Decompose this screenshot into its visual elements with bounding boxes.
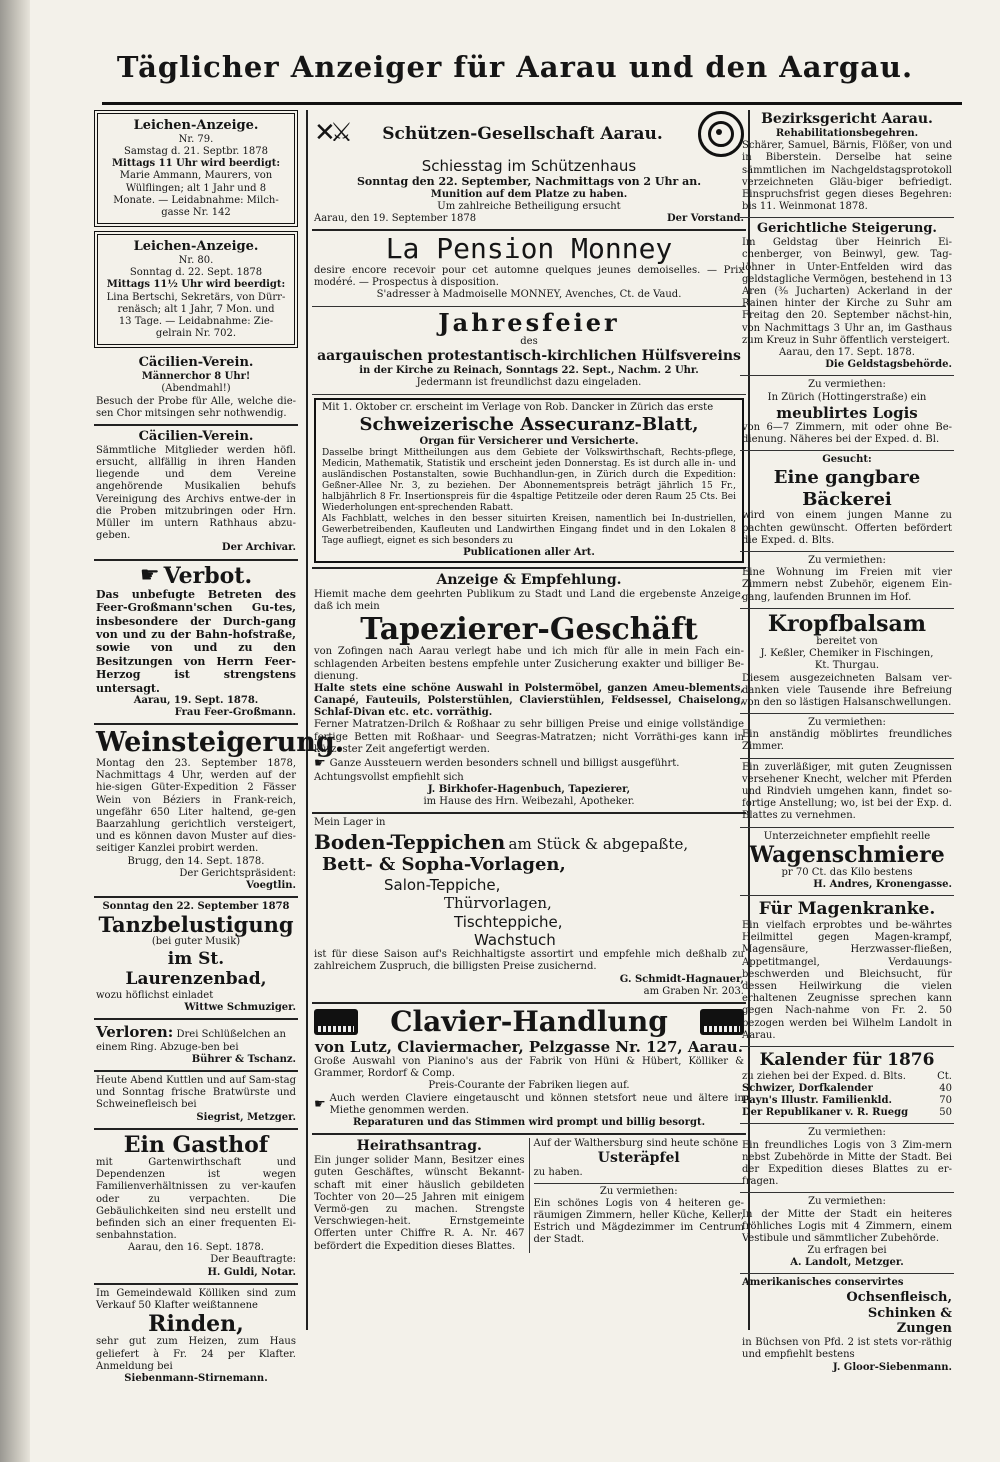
ad-body: Als Fachblatt, welches in den besser situirten Kreisen, namentlich bei In-dustriellen, Gewerbetreibenden, Kaufleuten und Landwirthen Eingang findet und in den Lokalen 8 Tage aufliegt, eignet es sich besonders zu xyxy=(322,513,736,546)
ad-date: Samstag d. 21. Septbr. 1878 xyxy=(124,146,268,158)
ad-date: Sonntag den 22. September, Nachmittags von 2 Uhr an. xyxy=(356,175,702,189)
ad-signature: H. Guldi, Notar. xyxy=(207,1266,296,1278)
list-item xyxy=(742,1107,952,1119)
ad-line: Tischteppiche, xyxy=(454,912,563,931)
ad-title: Weinsteigerung. xyxy=(96,727,345,759)
ad-jahresfeier xyxy=(312,307,746,395)
ad-line: Wülflingen; alt 1 Jahr und 8 xyxy=(125,182,267,194)
ad-address: im Hause des Hrn. Weibezahl, Apotheker. xyxy=(423,796,635,808)
ad-subtitle: am Stück & abgepaßte, xyxy=(508,834,689,853)
ad-title: Für Magenkranke. xyxy=(758,899,936,920)
ad-body: Mit 1. Oktober cr. erscheint im Verlage von Rob. Dancker in Zürich das erste xyxy=(322,401,714,413)
ad-body: Sämmtliche Mitglieder werden höfl. ersucht, allfällig in ihren Handen liegende und dem Vereine angehörende Musikalien behufs Vereinigung des Archivs entwe-der in die Proben mitzubringen oder Hrn. Müller im untern Rathhaus abzu-geben. xyxy=(96,444,296,542)
ad-wagenschmiere xyxy=(740,828,954,897)
ad-body: Um zahlreiche Betheiligung ersucht xyxy=(437,200,621,212)
ad-body: von 6—7 Zimmern, mit oder ohne Be-dienung. Näheres bei der Exped. d. Bl. xyxy=(742,421,952,446)
ad-date: Brugg, den 14. Sept. 1878. xyxy=(127,855,265,867)
ad-line: Bett- & Sopha-Vorlagen, xyxy=(322,854,566,876)
ad-kalender xyxy=(740,1047,954,1124)
ad-signature: J. Gloor-Siebenmann. xyxy=(832,1361,952,1373)
page-binding-edge xyxy=(0,0,30,1462)
ad-body: Dasselbe bringt Mittheilungen aus dem Gebiete der Volkswirthschaft, Rechts-pflege, Medicin, Mathematik, Statistik und erscheint jeden Donnerstag. Es ist durch alle in- und ausländischen Postanstalten, sowie Buchhandlun-gen, in Zürich durch die Expedition: Geßner-Allee Nr. 3, zu beziehen. Der Abonnementspreis beträgt jährlich 15 Fr., halbjährlich 8 Fr. Insertionspreis für die 4spaltige Petitzeile oder deren Raum 25 Cts. Bei Wiederholungen ent-sprechenden Rabatt. xyxy=(322,447,736,513)
ad-body: Amerikanisches conservirtes xyxy=(742,1277,904,1289)
ad-line: Wachstuch xyxy=(474,930,556,949)
ad-title: Wagenschmiere xyxy=(749,841,945,868)
ad-signature: Der Vorstand. xyxy=(666,213,744,225)
ad-place: im St. Laurenzenbad, xyxy=(125,948,267,990)
ad-line: Thürvorlagen, xyxy=(444,894,552,913)
ad-signature: H. Andres, Kronengasse. xyxy=(813,879,952,891)
ad-body: Zu erfragen bei xyxy=(807,1245,887,1257)
ad-subtitle: zu ziehen bei der Exped. d. Blts. xyxy=(742,1070,906,1082)
ad-body: Auch werden Claviere eingetauscht und können stetsfort neue und ältere in Miethe genommen werden. xyxy=(329,1092,744,1116)
ad-date: Aarau, den 17. Sept. 1878. xyxy=(779,346,915,358)
ad-date: Sonntag den 22. September 1878 xyxy=(102,901,290,913)
ad-title: Bezirksgericht Aarau. xyxy=(761,111,933,127)
ad-title: Jahresfeier xyxy=(438,307,620,337)
ad-usteraepfel xyxy=(534,1138,745,1179)
ad-body: pr 70 Ct. das Kilo bestens xyxy=(781,866,913,878)
ad-body: Das unbefugte Betreten des Feer-Großmann'schen Gu-tes, insbesondere der Durch-gang von und zu der Bahn-hofstraße, sowie von und zu den Besitzungen von Herrn Feer-Herzog ist strengstens untersagt. xyxy=(96,587,296,695)
ad-body: J. Keßler, Chemiker in Fischingen, xyxy=(760,648,934,660)
ad-signature: Siegrist, Metzger. xyxy=(196,1111,296,1123)
shooting-target-icon xyxy=(698,111,744,157)
ad-title: Zungen xyxy=(896,1321,952,1337)
ad-title: Boden-Teppichen xyxy=(314,829,506,854)
ad-line: gelrain Nr. 702. xyxy=(155,328,237,340)
item-name: Der Republikaner v. R. Ruegg xyxy=(742,1107,909,1119)
ad-signature: Wittwe Schmuziger. xyxy=(184,1002,296,1014)
ad-line: gasse Nr. 142 xyxy=(161,206,231,218)
ad-body: Ein schönes Logis von 4 heiteren ge-räumigen Zimmern, heller Küche, Keller, Estrich und Mägdezimmer im Centrum der Stadt. xyxy=(533,1197,744,1246)
ad-body: Diesem ausgezeichneten Balsam ver-danken viele Tausende ihre Befreiung von den so lästigen Halsanschwellungen. xyxy=(742,672,952,708)
ad-caecilien-verein-1 xyxy=(94,352,298,426)
ad-gasthof xyxy=(94,1130,298,1285)
ad-body: Unterzeichneter empfiehlt reelle xyxy=(763,830,931,842)
ad-body: Munition auf dem Platze zu haben. xyxy=(430,188,628,200)
ad-signature: J. Birkhofer-Hagenbuch, Tapezierer, xyxy=(427,784,631,796)
ad-gerichtliche-steigerung xyxy=(740,218,954,376)
ad-body: Hiemit mache dem geehrten Publikum zu Stadt und Land die ergebenste Anzeige, daß ich mein xyxy=(314,588,744,613)
ad-body: mit Gartenwirthschaft und Dependenzen ist wegen Familienverhältnissen zu ver-kaufen oder zu verpachten. Die Gebäulichkeiten sind neu erstellt und befinden sich an einer frequenten Ei-senbahnstation. xyxy=(96,1156,296,1242)
ad-date: Aarau, den 16. Sept. 1878. xyxy=(128,1242,264,1254)
ad-number: Nr. 79. xyxy=(178,133,214,145)
ad-line: Mittags 11 Uhr wird beerdigt: xyxy=(111,158,281,170)
column-right xyxy=(740,108,954,1378)
ad-line: renäsch; alt 1 Jahr, 7 Mon. und xyxy=(117,303,275,315)
ad-body: wird von einem jungen Manne zu pachten gewünscht. Offerten befördert die Exped. d. Blts. xyxy=(742,510,952,546)
item-price: 50 xyxy=(939,1107,952,1119)
ad-body: Schärer, Samuel, Bärnis, Flößer, von und in Biberstein. Derselbe hat seine sämmtlichen im Nachgeldstagsprotokoll verzeichneten Gläu-biger befriedigt. Einspruchsfrist gegen dieses Begehren: bis 11. Weinmonat 1878. xyxy=(742,140,952,213)
ad-title: Heirathsantrag. xyxy=(356,1138,482,1155)
ad-body: des xyxy=(520,336,538,348)
ad-zimmer xyxy=(740,714,954,759)
ad-subtitle: Rehabilitationsbegehren. xyxy=(775,128,919,140)
ad-title: Leichen-Anzeige. xyxy=(133,239,259,255)
pointing-hand-icon: ☛ xyxy=(314,1096,326,1112)
ad-title: Cäcilien-Verein. xyxy=(138,355,254,371)
ad-address: S'adresser à Madmoiselle MONNEY, Avenches, Ct. de Vaud. xyxy=(376,289,682,301)
pointing-hand-icon: ☛ xyxy=(139,562,160,588)
ad-line: Salon-Teppiche, xyxy=(384,875,501,894)
ad-verloren xyxy=(94,1020,298,1072)
ad-signature: Der Archivar. xyxy=(221,542,296,554)
ad-frame xyxy=(314,398,744,563)
ad-title: Ein Gasthof xyxy=(123,1131,269,1158)
ad-boden-teppiche xyxy=(312,814,746,1003)
ad-heading: Anzeige & Empfehlung. xyxy=(436,571,622,588)
ad-body: Besuch der Probe für Alle, welche die-sen Chor mitsingen sehr nothwendig. xyxy=(96,395,296,419)
ad-place: Aarau, den 19. September 1878 xyxy=(314,213,477,225)
ad-body: Heute Abend Kuttlen und auf Sam-stag und Sonntag frische Bratwürste und Schweinefleisch bei xyxy=(96,1075,296,1111)
ad-subtitle: Schiesstag im Schützenhaus xyxy=(421,157,637,175)
ad-subtitle: aargauischen protestantisch-kirchlichen Hülfsvereins xyxy=(317,348,741,365)
ad-magenkranke xyxy=(740,896,954,1047)
column-rule-left xyxy=(306,110,308,1330)
crossed-rifles-icon: ✕⚔ xyxy=(314,118,348,149)
ad-line: Mittags 11½ Uhr wird beerdigt: xyxy=(106,279,286,291)
ad-body: Im Gemeindewald Kölliken sind zum Verkauf 50 Klafter weißtannene xyxy=(96,1287,296,1312)
ad-wohnung xyxy=(740,552,954,609)
ad-heirathsantrag xyxy=(314,1138,525,1253)
ad-title: Schinken & xyxy=(867,1305,952,1321)
ad-body: Montag den 23. September 1878, Nachmittags 4 Uhr, werden auf der hie-sigen Güter-Expedition 2 Fässer Wein von Béziers in Frank-reich, ungefähr 650 Liter haltend, ge-gen Baarzahlung gerichtlich versteigert, und es können davon Muster auf dies-seitiger Kanzlei probirt werden. xyxy=(96,758,296,855)
ad-signature: Bührer & Tschanz. xyxy=(191,1053,296,1065)
ad-line: Lina Bertschi, Sekretärs, von Dürr- xyxy=(106,291,286,303)
ad-office: Der Gerichtspräsident: xyxy=(179,867,296,879)
ad-title: Tanzbelustigung xyxy=(98,912,294,938)
ad-line: Monate. — Leidabnahme: Milch- xyxy=(113,194,279,206)
ad-office: Der Beauftragte: xyxy=(210,1254,296,1266)
ad-headline: meublirtes Logis xyxy=(776,403,918,422)
item-price: 40 xyxy=(939,1082,952,1094)
ad-body: Jedermann ist freundlichst dazu eingeladen. xyxy=(416,377,642,389)
ad-line: 13 Tage. — Leidabnahme: Zie- xyxy=(118,315,274,327)
ad-title: Kropfbalsam xyxy=(767,610,927,637)
item-price: 70 xyxy=(939,1095,952,1107)
item-name: Payn's Illustr. Familienkld. xyxy=(742,1095,892,1107)
ad-body: in Büchsen von Pfd. 2 ist stets vor-räthig und empfiehlt bestens xyxy=(742,1337,952,1361)
ad-body: Drei Schlüßelchen an einem Ring. Abzuge-ben bei xyxy=(96,1029,286,1053)
ad-body: Ferner Matratzen-Drilch & Roßhaar zu sehr billigen Preise und einige vollständige fertige Betten mit Roßhaar- und Seegras-Matratzen; nicht Vorräthi-ges kann in kürzester Zeit angefertigt werden. xyxy=(314,719,744,755)
ad-title: Clavier-Handlung xyxy=(390,1004,668,1038)
piano-icon xyxy=(700,1009,744,1035)
ad-body: sehr gut zum Heizen, zum Haus geliefert à Fr. 24 per Klafter. Anmeldung bei xyxy=(96,1336,296,1372)
ad-title: Verbot. xyxy=(163,562,253,589)
ad-conservirtes-fleisch xyxy=(740,1274,954,1377)
ad-right-stack xyxy=(529,1138,745,1253)
ad-title: Tapezierer-Geschäft xyxy=(360,612,698,648)
ad-body: Reparaturen und das Stimmen wird prompt und billig besorgt. xyxy=(352,1116,706,1128)
ad-logis-centrum xyxy=(534,1183,745,1247)
list-item xyxy=(742,1083,952,1095)
ad-title: La Pension Monney xyxy=(385,232,673,266)
masthead-title: Täglicher Anzeiger für Aarau und den Aargau. xyxy=(116,50,914,84)
ad-subtitle: Organ für Versicherer und Versicherte. xyxy=(419,435,639,447)
ad-body: Achtungsvollst empfiehlt sich xyxy=(314,771,464,783)
newspaper-page xyxy=(42,28,988,1453)
ad-schuetzen-gesellschaft xyxy=(312,108,746,231)
ad-title: Usteräpfel xyxy=(597,1150,680,1167)
ad-weinsteigerung xyxy=(94,725,345,898)
ad-title: Zu vermiethen: xyxy=(808,555,886,567)
masthead-rule xyxy=(102,102,962,105)
ad-subtitle: von Lutz, Claviermacher, Pelzgasse Nr. 127, Aarau. xyxy=(315,1037,743,1056)
ad-logis-3-zimmer xyxy=(740,1124,954,1193)
ad-logis-4-zimmer xyxy=(740,1193,954,1274)
ad-bezirksgericht xyxy=(740,108,954,218)
ad-body: desire encore recevoir pour cet automne quelques jeunes demoiselles. — Prix modéré. — Prospectus à disposition. xyxy=(314,265,744,289)
ad-date: in der Kirche zu Reinach, Sonntags 22. Sept., Nachm. 2 Uhr. xyxy=(359,365,699,377)
ad-body: ist für diese Saison auf's Reichhaltigste assortirt und empfehle mich deßhalb zu zahlreichem Zuspruch, die billigsten Preise zusichernd. xyxy=(314,949,744,973)
ad-clavier-handlung xyxy=(312,1004,746,1135)
ad-title: Zu vermiethen: xyxy=(808,379,886,391)
ad-title: Gesucht: xyxy=(822,454,872,466)
ad-body: bereitet von xyxy=(816,635,878,647)
ad-knecht xyxy=(740,759,954,828)
ad-signature: A. Landolt, Metzger. xyxy=(790,1257,904,1269)
ad-signature: Siebenmann-Stirnemann. xyxy=(124,1372,268,1384)
list-item xyxy=(742,1095,952,1107)
ad-title: Ochsenfleisch, xyxy=(846,1289,952,1305)
ad-body: Eine Wohnung im Freien mit vier Zimmern nebst Zubehör, eigenem Ein-gang, laufenden Brunnen im Hof. xyxy=(742,567,952,603)
pointing-hand-icon: ☛ xyxy=(314,756,326,772)
ad-body: Preis-Courante der Fabriken liegen auf. xyxy=(428,1080,630,1092)
ad-title: Schweizerische Assecuranz-Blatt, xyxy=(359,413,699,435)
ad-row-bottom xyxy=(312,1135,746,1257)
ad-meublirtes-logis xyxy=(740,376,954,451)
ad-body: Halte stets eine schöne Auswahl in Polstermöbel, ganzen Ameu-blements, Canapé, Fauteuils, Polsterstühlen, Clavierstühlen, Feldsessel, Chaiselong, Schlaf-Divan etc. etc. vorräthig. xyxy=(314,682,744,719)
ad-title: Zu vermiethen: xyxy=(808,1127,886,1139)
ad-baeckerei xyxy=(740,451,954,552)
ad-body: Ein zuverläßiger, mit guten Zeugnissen versehener Knecht, welcher mit Pferden und Rindvieh umgehen kann, findet so-fortige Anstellung; wo, ist bei der Exp. d. Blattes zu vernehmen. xyxy=(742,761,952,822)
item-name: Schwizer, Dorfkalender xyxy=(742,1082,873,1094)
ad-rinden xyxy=(94,1285,298,1389)
ad-assecuranz-blatt xyxy=(312,395,746,569)
ad-body: von Zofingen nach Aarau verlegt habe und ich mich für alle in mein Fach ein-schlagenden Arbeiten bestens empfehle unter Zusicherung exakter und billiger Be-dienung. xyxy=(314,646,744,682)
ad-body: Ein anständig möblirtes freundliches Zimmer. xyxy=(742,729,952,753)
ad-body: Ein freundliches Logis von 3 Zim-mern nebst Zubehörde in Mitte der Stadt. Bei der Expedition dieses Blattes zu er-fragen. xyxy=(742,1139,952,1188)
ad-signature: Frau Feer-Großmann. xyxy=(174,707,296,719)
column-left xyxy=(94,108,345,1389)
ad-verbot xyxy=(94,561,298,726)
ad-title: Zu vermiethen: xyxy=(808,1196,886,1208)
ad-title: Gerichtliche Steigerung. xyxy=(757,221,937,237)
ad-pension-monney xyxy=(312,231,746,306)
ad-title: Verloren: xyxy=(96,1023,174,1042)
ad-title: Zu vermiethen: xyxy=(808,717,886,729)
ad-tanzbelustigung xyxy=(94,898,298,1020)
ad-number: Nr. 80. xyxy=(178,255,214,267)
ad-date: Aarau, 19. Sept. 1878. xyxy=(133,694,259,706)
ad-kuttlen xyxy=(94,1072,298,1130)
ad-leichen-anzeige-80 xyxy=(94,231,298,348)
ad-body: Kt. Thurgau. xyxy=(814,660,880,672)
ad-body: Ein vielfach erprobtes und be-währtes Heilmittel gegen Magen-krampf, Magensäure, Herzwasser-fließen, Appetitmangel, Verdauungs-beschwerden und Bleichsucht, für dessen Heilwirkung die vielen erhaltenen Zeugnisse sprechen kann gegen Nach-nahme von Fr. 2. 50 bezogen werden bei Wilhelm Landolt in Aarau. xyxy=(742,920,952,1041)
ad-line: Marie Ammann, Maurers, von xyxy=(119,170,273,182)
piano-icon xyxy=(314,1009,358,1035)
ad-body: zu haben. xyxy=(533,1167,583,1179)
ad-signature: G. Schmidt-Hagnauer, xyxy=(619,973,744,985)
ad-body: In der Mitte der Stadt ein heiteres fröhliches Logis mit 4 Zimmern, einem Vestibule und sämmtlicher Zubehörde. xyxy=(742,1208,952,1244)
ad-body: Publicationen aller Art. xyxy=(463,546,595,558)
price-unit: Ct. xyxy=(937,1070,952,1082)
column-middle xyxy=(312,108,746,1257)
ad-subtitle: (bei guter Musik) xyxy=(151,936,241,948)
ad-address: am Graben Nr. 203. xyxy=(643,985,744,997)
ad-title: Rinden, xyxy=(148,1311,244,1338)
ad-tapezierer-geschaeft xyxy=(312,569,746,815)
ad-title: Schützen-Gesellschaft Aarau. xyxy=(382,123,663,144)
ad-body: In Zürich (Hottingerstraße) ein xyxy=(767,391,927,403)
ad-title: Cäcilien-Verein. xyxy=(138,428,254,444)
ad-headline: Eine gangbare Bäckerei xyxy=(773,466,921,510)
ad-kropfbalsam xyxy=(740,609,954,714)
ad-body: Ganze Aussteuern werden besonders schnell und billigst ausgeführt. xyxy=(329,757,680,769)
ad-signature: Voegtlin. xyxy=(246,879,296,891)
ad-body: Große Auswahl von Pianino's aus der Fabrik von Hüni & Hübert, Kölliker & Grammer, Rordorf & Comp. xyxy=(314,1056,744,1080)
ad-leichen-anzeige-79 xyxy=(94,110,298,227)
ad-title: Zu vermiethen: xyxy=(599,1185,678,1197)
ad-body: Im Geldstag über Heinrich Ei-chenberger, von Beinwyl, gew. Tag-löhner in Unter-Entfelden wird das geldstagliche Vermögen, bestehend in 13 Aren (³⁄₈ Jucharten) Ackerland in der Rainen hinter der Kirche zu Suhr am Freitag den 20. September nächst-hin, von Nachmittags 3 Uhr an, im Gasthaus zum Kreuz in Suhr öffentlich versteigert. xyxy=(742,237,952,346)
ad-signature: Die Geldstagsbehörde. xyxy=(825,359,952,371)
ad-body: wozu höflichst einladet xyxy=(96,990,214,1001)
ad-title: Leichen-Anzeige. xyxy=(133,118,259,133)
ad-body: Ein junger solider Mann, Besitzer eines guten Geschäftes, wünscht Bekannt-schaft mit einer häuslich gebildeten Tochter von 20—25 Jahren mit einigem Vermö-gen zu machen. Strengste Verschwiegen-heit. Ernstgemeinte Offerten unter Chiffre R. A. Nr. 467 befördert die Expedition dieses Blattes. xyxy=(314,1155,525,1252)
ad-subtitle: Männerchor 8 Uhr! xyxy=(141,371,251,383)
ad-body: Auf der Walthersburg sind heute schöne xyxy=(533,1138,739,1150)
ad-caecilien-verein-2 xyxy=(94,426,298,561)
ad-body: Mein Lager in xyxy=(314,817,386,829)
ad-date: Sonntag d. 22. Sept. 1878 xyxy=(129,267,263,279)
ad-title: Kalender für 1876 xyxy=(759,1049,935,1070)
ad-subtitle: (Abendmahl!) xyxy=(161,383,231,395)
